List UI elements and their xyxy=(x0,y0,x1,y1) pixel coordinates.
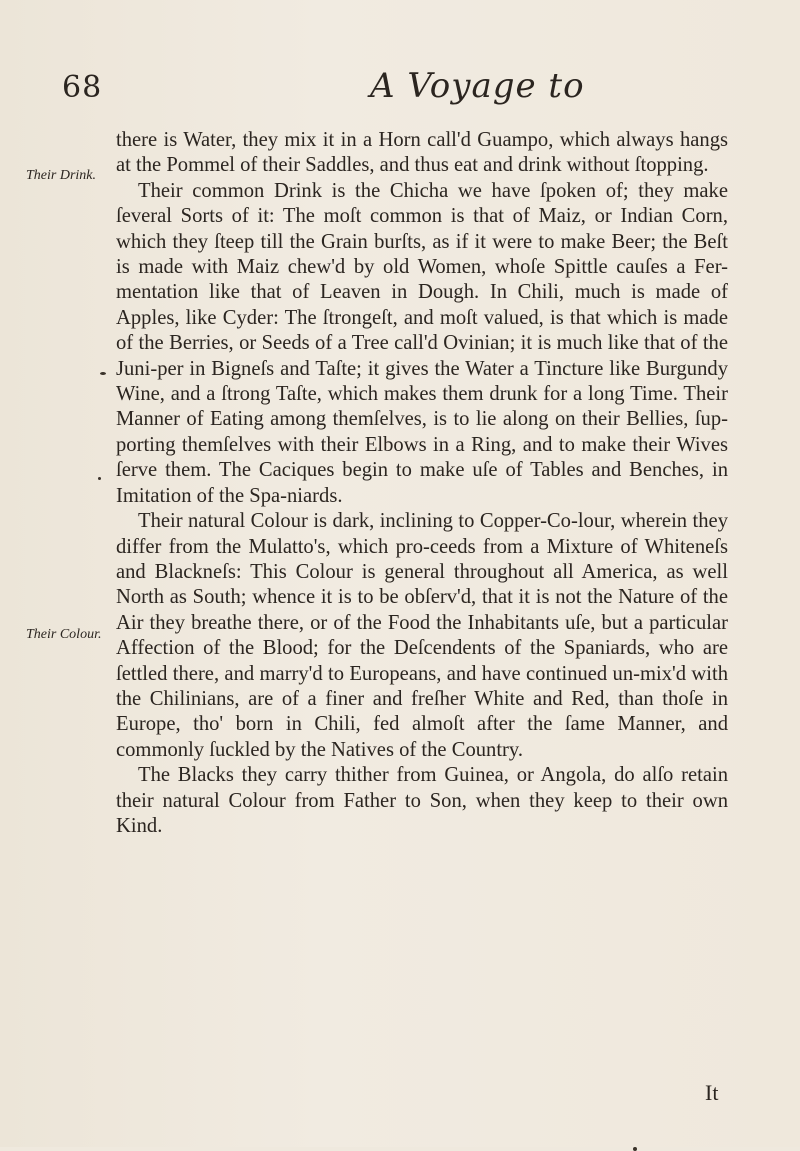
paragraph-colour: Their natural Colour is dark, inclining to Copper-Co-lour, wherein they differ from the Mulatto's, which pro-ceeds from a Mixture of Whiteneſs and Blackneſs: This Colour is general throughout all America, as well North as South; whence it is to be obſerv'd, that it is not the Nature of the Air they breathe there, or of the Food the Inhabitants uſe, but a particular Affection of the Blood; for the Deſcendents of the Spaniards, who are ſettled there, and marry'd to Europeans, and have continued un-mix'd with the Chilinians, are of a finer and freſher White and Red, than thoſe in Europe, tho' born in Chili, fed almoſt after the ſame Manner, and commonly ſuckled by the Natives of the Country. xyxy=(116,510,728,761)
page-number: 68 xyxy=(62,70,103,105)
ink-speck xyxy=(98,477,101,480)
ink-speck xyxy=(100,372,106,375)
paragraph-drink: Their common Drink is the Chicha we have ſpoken of; they make ſeveral Sorts of it: The moſt common is that of Maiz, or Indian Corn, which they ſteep till the Grain burſts, as if it were to make Beer; the Beſt is made with Maiz chew'd by old Women, whoſe Spittle cauſes a Fer-mentation like that of Leaven in Dough. In Chili, much is made of Apples, like Cyder: The ſtrongeſt, and moſt valued, is that which is made of the Berries, or Seeds of a Tree call'd Ovinian; it is much like that of the Juni-per in Bigneſs and Taſte; it gives the Water a Tincture like Burgundy Wine, and a ſtrong Taſte, which makes them drunk for a long Time. Their Manner of Eating among themſelves, is to lie along on their Bellies, ſup-porting themſelves with their Elbows in a Ring, and to make their Wives ſerve them. The Caciques begin to make uſe of Tables and Benches, in Imitation of the Spa-niards. xyxy=(116,179,728,507)
paragraph-continuation: there is Water, they mix it in a Horn call'd Guampo, which always hangs at the Pommel of their Saddles, and thus eat and drink without ſtopping. xyxy=(116,129,728,177)
paragraph-blacks: The Blacks they carry thither from Guinea, or Angola, do alſo retain their natural Colour from Father to Son, when they keep to their own Kind. xyxy=(116,764,728,837)
catchword: It xyxy=(705,1080,719,1105)
side-note-colour: Their Colour. xyxy=(26,627,102,642)
running-head: A Voyage to xyxy=(370,66,585,106)
side-note-drink: Their Drink. xyxy=(26,168,96,183)
body-text xyxy=(116,128,728,839)
ink-speck xyxy=(633,1147,637,1151)
